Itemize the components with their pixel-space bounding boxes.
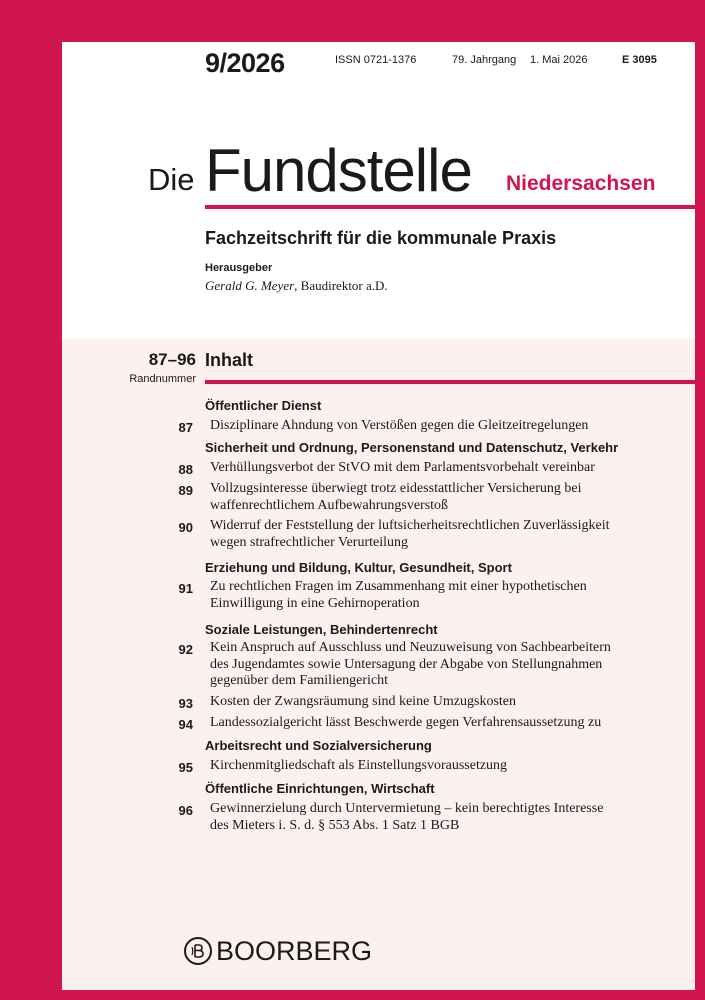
toc-entry-line: Landessozialgericht lässt Beschwerde gegen Verfahrensaussetzung zu bbox=[210, 715, 602, 730]
cover-frame-bottom bbox=[0, 990, 705, 1000]
toc-entry-line: wegen strafrechtlicher Verurteilung bbox=[210, 534, 408, 550]
toc-entry-number: 92 bbox=[178, 642, 193, 657]
publisher-name: BOORBERG bbox=[216, 935, 373, 966]
toc-entry-line: Verhüllungsverbot der StVO mit dem Parlamentsvorbehalt vereinbar bbox=[210, 460, 595, 475]
randnummer-range: 87–96 bbox=[148, 350, 196, 369]
toc-entry-text bbox=[210, 418, 690, 435]
cover-frame-right bbox=[695, 0, 705, 1000]
toc-entry-line: waffenrechtlichem Aufbewahrungsverstoß bbox=[210, 497, 449, 513]
toc-entry-text bbox=[210, 715, 690, 732]
issn: ISSN 0721-1376 bbox=[335, 54, 417, 66]
toc-entry-line: Widerruf der Feststellung der luftsicherheitsrechtlichen Zuverlässigkeit bbox=[210, 518, 610, 533]
toc-entry-line: des Jugendamtes sowie Untersagung der Abgabe von Stellungnahmen bbox=[210, 656, 603, 672]
toc-entry-text bbox=[210, 758, 690, 775]
toc-entry-number: 95 bbox=[178, 760, 193, 775]
toc-entry-number: 89 bbox=[178, 483, 193, 498]
cover-frame-left bbox=[0, 0, 62, 1000]
postal-code: E 3095 bbox=[622, 54, 657, 66]
toc-entry-text bbox=[210, 640, 690, 690]
title-article: Die bbox=[148, 162, 195, 197]
toc-entry-line: gegenüber dem Familiengericht bbox=[210, 673, 389, 688]
toc-rule bbox=[205, 380, 695, 384]
title-rule bbox=[205, 205, 695, 209]
toc-entry-number: 87 bbox=[178, 420, 193, 435]
toc-entry-line: des Mieters i. S. d. § 553 Abs. 1 Satz 1 BGB bbox=[210, 817, 460, 833]
journal-region: Niedersachsen bbox=[506, 172, 656, 195]
randnummer-label: Randnummer bbox=[129, 373, 196, 385]
cover-frame-top bbox=[0, 0, 705, 42]
toc-entry-number: 91 bbox=[178, 581, 193, 596]
toc-entry-line: Gewinnerzielung durch Untervermietung – kein berechtigtes Interesse bbox=[210, 801, 604, 816]
toc-entry-line: Kirchenmitgliedschaft als Einstellungsvoraussetzung bbox=[210, 758, 508, 773]
toc-entry-line: Disziplinare Ahndung von Verstößen gegen die Gleitzeitregelungen bbox=[210, 418, 589, 433]
toc-section-heading: Sicherheit und Ordnung, Personenstand und Datenschutz, Verkehr bbox=[205, 440, 619, 455]
editor-line bbox=[205, 278, 388, 294]
toc-entry-number: 90 bbox=[178, 520, 193, 535]
toc-entry-line: Kein Anspruch auf Ausschluss und Neuzuweisung von Sachbearbeitern bbox=[210, 640, 611, 655]
toc-entry-number: 88 bbox=[178, 462, 193, 477]
toc-entry-line: Vollzugsinteresse überwiegt trotz eidesstattlicher Versicherung bei bbox=[210, 481, 582, 496]
jahrgang: 79. Jahrgang bbox=[452, 54, 517, 66]
editor-name: Gerald G. Meyer bbox=[205, 278, 295, 293]
journal-title: Fundstelle bbox=[205, 137, 472, 204]
toc-section-heading: Öffentlicher Dienst bbox=[205, 398, 322, 413]
editor-role: , Baudirektor a.D. bbox=[294, 278, 388, 293]
boorberg-logo-icon bbox=[184, 937, 212, 965]
toc-section-heading: Öffentliche Einrichtungen, Wirtschaft bbox=[205, 781, 435, 796]
issue-number: 9/2026 bbox=[205, 48, 285, 78]
editor-label: Herausgeber bbox=[205, 262, 273, 274]
toc-entry-text bbox=[210, 518, 690, 551]
toc-entry-text bbox=[210, 694, 690, 711]
toc-entry-line: Kosten der Zwangsräumung sind keine Umzugskosten bbox=[210, 694, 516, 709]
toc-entry-text bbox=[210, 579, 690, 612]
toc-entry-line: Einwilligung in eine Gehirnoperation bbox=[210, 595, 420, 611]
toc-title: Inhalt bbox=[205, 350, 253, 370]
toc-section-heading: Arbeitsrecht und Sozialversicherung bbox=[205, 738, 432, 753]
toc-entry-number: 96 bbox=[178, 803, 193, 818]
toc-entry-text bbox=[210, 460, 690, 477]
toc-entry-text bbox=[210, 481, 690, 514]
toc-entry-number: 94 bbox=[178, 717, 193, 732]
toc-entry-line: Zu rechtlichen Fragen im Zusammenhang mit einer hypothetischen bbox=[210, 579, 587, 594]
journal-subtitle: Fachzeitschrift für die kommunale Praxis bbox=[205, 228, 557, 248]
toc-section-heading: Erziehung und Bildung, Kultur, Gesundheit, Sport bbox=[205, 560, 512, 575]
toc-entry-text bbox=[210, 801, 690, 834]
publisher-logo bbox=[184, 933, 372, 969]
toc-entry-number: 93 bbox=[178, 696, 193, 711]
toc-section-heading: Soziale Leistungen, Behindertenrecht bbox=[205, 622, 438, 637]
issue-date: 1. Mai 2026 bbox=[530, 54, 588, 66]
